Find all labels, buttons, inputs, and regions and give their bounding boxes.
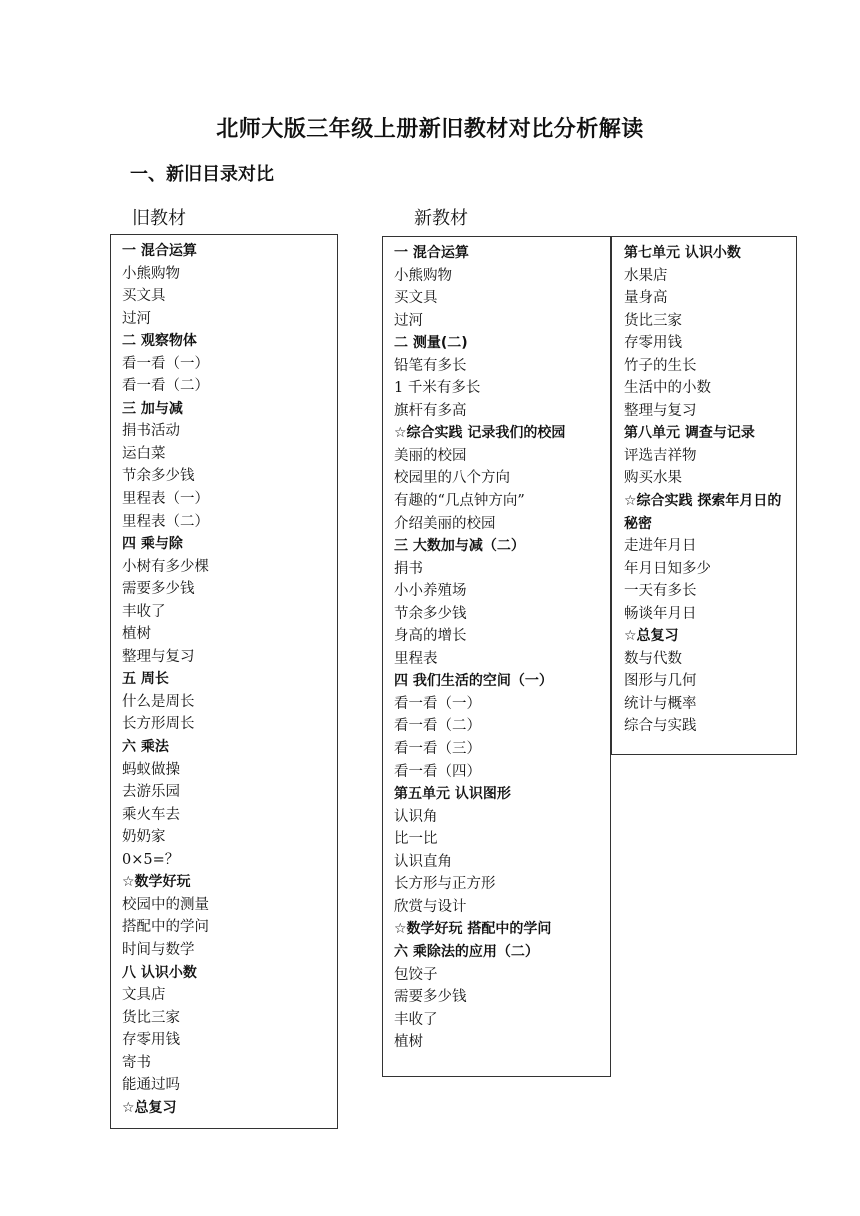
lesson-item: 统计与概率 <box>624 695 697 712</box>
lesson-item: 买文具 <box>122 288 166 305</box>
lesson-item: 看一看（一） <box>394 695 481 712</box>
lesson-item: 文具店 <box>122 987 166 1004</box>
lesson-item: 购买水果 <box>624 470 682 487</box>
lesson-item: 节余多少钱 <box>122 468 195 485</box>
lesson-item: 看一看（二） <box>122 378 209 395</box>
unit-heading: ☆综合实践 记录我们的校园 <box>394 425 566 442</box>
lesson-item: 身高的增长 <box>394 628 467 645</box>
section-heading: 一、新旧目录对比 <box>130 164 274 185</box>
unit-heading: ☆总复习 <box>624 628 679 645</box>
lesson-item: 存零用钱 <box>122 1032 180 1049</box>
new-textbook-label: 新教材 <box>414 208 468 229</box>
lesson-item: 货比三家 <box>122 1009 180 1026</box>
lesson-item: 能通过吗 <box>122 1077 180 1094</box>
lesson-item: 需要多少钱 <box>394 989 467 1006</box>
lesson-item: 畅谈年月日 <box>624 605 697 622</box>
lesson-item: 节余多少钱 <box>394 605 467 622</box>
unit-heading: ☆总复习 <box>122 1099 177 1116</box>
unit-heading: 六 乘法 <box>122 739 169 756</box>
lesson-item: 整理与复习 <box>624 402 697 419</box>
old-textbook-label: 旧教材 <box>132 208 186 229</box>
lesson-item: 货比三家 <box>624 312 682 329</box>
lesson-item: 奶奶家 <box>122 829 166 846</box>
unit-heading: 三 加与减 <box>122 400 183 417</box>
unit-heading: 三 大数加与减（二） <box>394 538 525 555</box>
lesson-item: 比一比 <box>394 831 438 848</box>
unit-heading: 一 混合运算 <box>122 243 197 259</box>
unit-heading: 四 乘与除 <box>122 536 183 553</box>
unit-heading: 二 测量(二) <box>394 335 468 352</box>
lesson-item: 整理与复习 <box>122 648 195 665</box>
unit-heading: 第七单元 认识小数 <box>624 245 741 261</box>
page-title: 北师大版三年级上册新旧教材对比分析解读 <box>216 117 644 142</box>
lesson-item: 生活中的小数 <box>624 380 711 397</box>
lesson-item: 长方形与正方形 <box>394 876 496 893</box>
lesson-item: 丰收了 <box>394 1011 438 1028</box>
lesson-item: 存零用钱 <box>624 335 682 352</box>
lesson-item: 植树 <box>394 1034 423 1051</box>
lesson-item: 旗杆有多高 <box>394 402 467 419</box>
lesson-item: 里程表（二） <box>122 513 209 530</box>
lesson-item: 里程表 <box>394 650 438 667</box>
lesson-item: 买文具 <box>394 290 438 307</box>
unit-heading: 一 混合运算 <box>394 245 469 261</box>
lesson-item: 欣赏与设计 <box>394 898 467 915</box>
lesson-item: 过河 <box>394 312 423 329</box>
lesson-item: 校园中的测量 <box>122 896 209 913</box>
lesson-item: 运白菜 <box>122 445 166 462</box>
lesson-item: 看一看（一） <box>122 355 209 372</box>
lesson-item: 过河 <box>122 310 151 327</box>
unit-heading: 六 乘除法的应用（二） <box>394 943 539 960</box>
new-textbook-contents <box>382 236 611 1077</box>
old-textbook-contents <box>110 234 338 1129</box>
lesson-item: 小熊购物 <box>122 265 180 282</box>
lesson-item: 看一看（二） <box>394 718 481 735</box>
unit-heading: ☆数学好玩 <box>122 874 191 891</box>
lesson-item: 1 千米有多长 <box>394 380 481 397</box>
lesson-item: 介绍美丽的校园 <box>394 515 496 532</box>
lesson-item: 丰收了 <box>122 603 166 620</box>
unit-heading: 五 周长 <box>122 671 169 688</box>
lesson-item: 小小养殖场 <box>394 583 467 600</box>
lesson-item: 寄书 <box>122 1054 151 1071</box>
lesson-item: 小树有多少棵 <box>122 558 209 575</box>
lesson-item: 看一看（四） <box>394 763 481 780</box>
lesson-item: 时间与数学 <box>122 941 195 958</box>
lesson-item: 图形与几何 <box>624 673 697 690</box>
lesson-item: 水果店 <box>624 267 668 284</box>
unit-heading: 四 我们生活的空间（一） <box>394 673 553 690</box>
lesson-item: 数与代数 <box>624 650 682 667</box>
unit-heading: 第五单元 认识图形 <box>394 786 511 803</box>
unit-heading: ☆数学好玩 搭配中的学问 <box>394 921 552 938</box>
lesson-item: 捐书活动 <box>122 423 180 440</box>
unit-heading: 第八单元 调查与记录 <box>624 425 755 442</box>
lesson-item: 一天有多长 <box>624 583 697 600</box>
lesson-item: 什么是周长 <box>122 693 195 710</box>
lesson-item: 走进年月日 <box>624 538 697 555</box>
lesson-item: 小熊购物 <box>394 267 452 284</box>
lesson-item: 去游乐园 <box>122 784 180 801</box>
lesson-item: 乘火车去 <box>122 806 180 823</box>
new-textbook-contents-continued <box>611 236 797 755</box>
unit-heading: 二 观察物体 <box>122 333 197 350</box>
unit-heading: 八 认识小数 <box>122 964 197 981</box>
lesson-item: 量身高 <box>624 290 668 307</box>
lesson-item: 认识直角 <box>394 853 452 870</box>
lesson-item: 年月日知多少 <box>624 560 711 577</box>
unit-heading: ☆综合实践 探索年月日的秘密 <box>624 493 782 532</box>
lesson-item: 综合与实践 <box>624 718 697 735</box>
lesson-item: 里程表（一） <box>122 491 209 508</box>
lesson-item: 需要多少钱 <box>122 581 195 598</box>
lesson-item: 包饺子 <box>394 966 438 983</box>
lesson-item: 看一看（三） <box>394 741 481 758</box>
lesson-item: 0×5=？ <box>122 851 180 868</box>
lesson-item: 铅笔有多长 <box>394 357 467 374</box>
lesson-item: 竹子的生长 <box>624 357 697 374</box>
lesson-item: 蚂蚁做操 <box>122 761 180 778</box>
lesson-item: 美丽的校园 <box>394 447 467 464</box>
lesson-item: 捐书 <box>394 560 423 577</box>
lesson-item: 搭配中的学问 <box>122 919 209 936</box>
lesson-item: 认识角 <box>394 808 438 825</box>
lesson-item: 长方形周长 <box>122 716 195 733</box>
lesson-item: 有趣的“几点钟方向” <box>394 493 525 510</box>
lesson-item: 评选吉祥物 <box>624 447 697 464</box>
lesson-item: 植树 <box>122 626 151 643</box>
lesson-item: 校园里的八个方向 <box>394 470 510 487</box>
